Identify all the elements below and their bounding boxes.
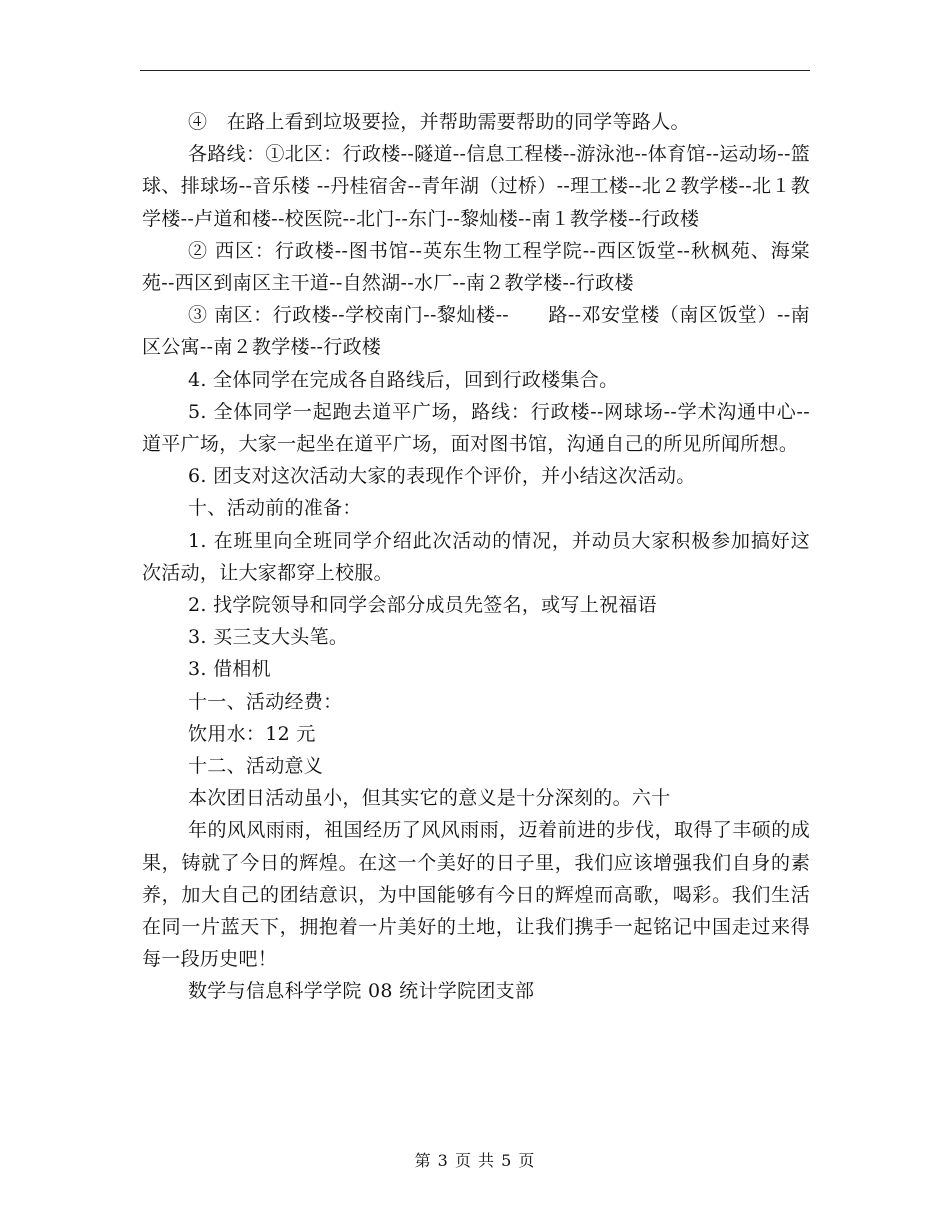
page-number-label: 第 3 页 共 5 页 (414, 1151, 536, 1170)
section-heading-significance: 十二、活动意义 (188, 755, 324, 778)
section-heading-budget: 十一、活动经费： (188, 690, 343, 713)
page-footer (0, 1148, 950, 1171)
paragraph-item-4: ④ 在路上看到垃圾要捡，并帮助需要帮助的同学等路人。 (188, 111, 690, 133)
signature-line: 数学与信息科学学院 08 统计学院团支部 (188, 980, 535, 1003)
paragraph-prep-3: 3. 买三支大头笔。 (188, 626, 349, 649)
paragraph-significance-intro: 本次团日活动虽小，但其实它的意义是十分深刻的。六十 (188, 787, 671, 810)
section-heading-preparation: 十、活动前的准备： (188, 497, 362, 520)
paragraph-budget-water: 饮用水：12 元 (188, 722, 316, 745)
header-rule (140, 70, 810, 71)
paragraph-prep-3b: 3. 借相机 (188, 658, 271, 681)
paragraph-routes-north: 各路线：①北区：行政楼--隧道--信息工程楼--游泳池--体育馆--运动场--篮球、排球场--音乐楼 --丹桂宿舍--青年湖（过桥）--理工楼--北２教学楼--北１教学楼--卢道和楼--校医院--北门--东门--黎灿楼--南１教学楼--行政楼 (142, 143, 810, 230)
document-body (142, 106, 810, 1008)
paragraph-prep-2: 2. 找学院领导和同学会部分成员先签名，或写上祝福语 (188, 594, 657, 617)
paragraph-significance-body: 年的风风雨雨，祖国经历了风风雨雨，迈着前进的步伐，取得了丰硕的成果，铸就了今日的辉煌。在这一个美好的日子里，我们应该增强我们自身的素养，加大自己的团结意识，为中国能够有今日的辉煌而高歌，喝彩。我们生活在同一片蓝天下，拥抱着一片美好的土地，让我们携手一起铭记中国走过来得每一段历史吧！ (142, 819, 810, 971)
paragraph-step-4: 4. 全体同学在完成各自路线后，回到行政楼集合。 (188, 368, 619, 391)
paragraph-prep-1: 1. 在班里向全班同学介绍此次活动的情况，并动员大家积极参加搞好这次活动，让大家都穿上校服。 (142, 529, 810, 584)
paragraph-routes-south: ③ 南区：行政楼--学校南门--黎灿楼-- 路--邓安堂楼（南区饭堂）--南区公寓--南２教学楼--行政楼 (142, 304, 810, 359)
paragraph-step-5: 5. 全体同学一起跑去道平广场，路线：行政楼--网球场--学术沟通中心--道平广场，大家一起坐在道平广场，面对图书馆，沟通自己的所见所闻所想。 (142, 400, 810, 456)
paragraph-step-6: 6. 团支对这次活动大家的表现作个评价，并小结这次活动。 (188, 465, 696, 488)
paragraph-routes-west: ② 西区：行政楼--图书馆--英东生物工程学院--西区饭堂--秋枫苑、海棠苑--西区到南区主干道--自然湖--水厂--南２教学楼--行政楼 (142, 239, 810, 295)
